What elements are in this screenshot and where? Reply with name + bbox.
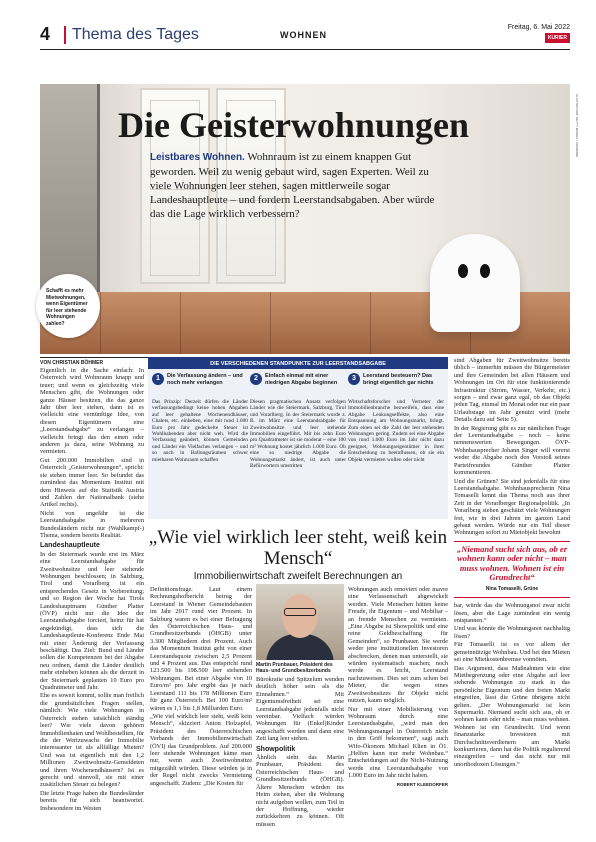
lead-paragraph: [150, 150, 440, 221]
standpoint-3: [348, 373, 444, 463]
standpoint-body: Wirtschaftsforscher und Vertreter der Immobilienbranche bezweifeln, dass eine Abgabe Lenkungseffekte, also eine Entspannung am Wohnungsmarkt, bringt. Zum einen sei die Zahl der leer stehenden Wohnungen gering. Zudem sei eine Abgabe von rund 1.000 Euro im Jahr nicht dazu geeignet, Wohnungseigentümer in ihrer Entscheidung zu beeinflussen, ob sie ein Objekt vermieten wollen oder nicht: [348, 399, 444, 463]
paragraph: Gut 200.000 Immobilien sind in Österreich „Geisterwohnungen“, spricht: sie stehen immer leer. So befundet das zumindest das Momentum Institut mit dem Hinweis auf die Statistik Austria und Zahlen der Nationalbank (siehe Artikel rechts).: [40, 456, 144, 509]
lead-text: Wohnraum ist zu einem knappen Gut geworden. Weil zu wenig gebaut wird, sagen Experten. Weil zu viele Wohnungen leer stehen, sagen mittlerweile sogar Landeshauptleute – und fordern Leerstandsabgaben. Aber würde das die Lage wirklich verbessern?: [150, 151, 435, 220]
pull-quote: [454, 541, 570, 599]
interview-headline: „Wie viel wirklich leer steht, weiß kein Mensch“: [148, 527, 448, 569]
paragraph: Und die Grünen? Sie sind jedenfalls für eine Leerstandsabgabe. Wohnbausprecherin Nina Tomaselli kennt das Thema noch aus ihrer Zeit in der Vorarlberger Regionalpolitik. „In Vorarlberg stehen geschätzt viele Wohnungen frei, wie in drei Jahren im ganzen Land gebaut werden. Würde nur ein Teil dieser Wohnungen sofort zu Mietobjekt bewohnt: [454, 477, 570, 537]
box-header: DIE VERSCHIEDENEN STANDPUNKTE ZUR LEERSTANDSABGABE: [148, 359, 448, 369]
paragraph: Bürokratie und Spitzelum wenden deutlich höher sein als die Einnahmen.“ Mit Eigentumsfreiheit sei eine Leerstandsabgabe jedenfalls nicht vereinbar. Vielfach würden Wohnungen für (Enkel)Kinder angeschafft werden und dann eine Zeit lang leer stehen.: [256, 676, 344, 743]
paragraph: Nur mit einer Mobilisierung von Wohnraum durch eine Leerstandsabgabe, „wird man den Wohnungsmangel in Österreich nicht in den Griff bekommen“, sagt auch Wifo-Ökonom Michael Klien in Ö1. „Helfen kann nur mehr Wohnbau.“ Entscheidungen auf die Nicht-Nutzung werde eine Leerstandsabgabe von 1.000 Euro im Jahr nicht haben.: [348, 705, 448, 780]
article-column-4: [348, 586, 448, 836]
headline: Die Geisterwohnungen: [118, 105, 469, 145]
paragraph: In der Regierung gibt es zur nämlichen Frage der Leerstandsabgabe – noch – keine nennenswerten Bewegungen. ÖVP-Wohnbausprecher Johann Singer will vorerst weder die Abgabe noch den Vorstoß seines Parteifreundes Günther Platter kommentieren.: [454, 424, 570, 477]
number-badge: 3: [348, 373, 360, 385]
article-column-right: [454, 357, 570, 837]
paragraph: Definitionsfrage. Laut einem Rechnungshofbericht betrug der Leerstand in Wiener Gemeindebauten im Jahr 2017 rund vier Prozent. In Salzburg waren es bei einer Befragung des Österreichischen Haus- und Grundbesitzerbunds (ÖHGB) unter 3.300 Mitgliedern drei Prozent. Auch das Momentum Institut geht von einer Leerstandsquote zwischen 2,5 Prozent und 4 Prozent aus. Das entspricht rund 123.500 bis 198.500 leer stehenden Wohnungen. Bei einer Abgabe von 10 Euro/m² pro Jahr ergibt das je nach Leerstand 111 bis 178 Millionen Euro für ganz Österreich. Bei 100 Euro/m² wären es 1,1 bis 1,8 Milliarden Euro.: [150, 586, 252, 712]
archway-image: [40, 84, 100, 304]
article-column-1: [40, 367, 144, 835]
section-title: Thema des Tages: [64, 26, 199, 44]
standpoint-2: [250, 373, 346, 469]
paragraph: Wohnungen auch renoviert oder mavre eine Verlassenschaft abgewickelt werden. Viele Menschen hätten keine Freude, ihr Eigentum – und Mobiliar – an fremde Menschen zu vermieten. „Eine Abgabe ist Showpolitik und eine reine Geldbeschaffung für Gemeinden“, so Prunbauer. Sie werde weder jene institutionellen Investoren abschrecken, denen man unterstellt, sie würden systematisch machen; noch werde es leicht, Leerstand nachzuweisen. Dies sei zum schon bei Mieter, die wegen eines Zweitwohnsitzes ihr Objekt nicht nutzen, kaum möglich.: [348, 586, 448, 705]
paragraph: Ehe es soweit kommt, sollte man freilich die grundsätzlichen Fragen stellen, nämlich: Wie viele Wohnungen in Österreich stehen tatsächlich ständig leer? Wie viele davon gehören Immobilienhaien und Wohlbestellten, für die der Wertzuwachs der Immobilie interessanter ist als allfällige Mieten? Und was ist eigentlich mit den 1,2 Millionen Zweitwohnsitz-Gemeldeten und ihren Wochenendhäusern? Ist es gerecht und sinnvoll, sie mit einer zusätzlichen Steuer zu belegen?: [40, 692, 144, 789]
article-author: ROBERT KLEEDORFER: [396, 781, 448, 787]
ghost-figure-icon: [430, 234, 520, 332]
standpoints-box: [148, 357, 448, 519]
paragraph: Und was könnte die Wohnungsnot nachhaltig lösen?: [454, 625, 570, 640]
photo-credit: ILLUSTRATION: GETTY IMAGES / SOMEONE: [575, 94, 579, 158]
paragraph: „Wie viel wirklich leer steht, weiß kein Mensch“, skizziert Anton Holzapfel, Präsident des Österreichischen Verbands der Immobilienwirtschaft (ÖVI) das Grundproblem. Auf 200.000 leer stehende Wohnungen käme man nur, wenn auch Zweitwohnsitze mitgezählt würden. Diese würden ja in der Regel nicht zwecks Vermietung angeschafft. Zudem: „Die Kosten für: [150, 712, 252, 787]
paragraph: Die letzte Frage haben die Bundesländer bereits für sich beantwortet. Insbesondere im Westen: [40, 789, 144, 812]
number-badge: 1: [152, 373, 164, 385]
standpoint-title: Leerstand besteuern? Das bringt eigentlich gar nichts: [363, 373, 434, 386]
pull-quote-text: „Niemand sucht sich aus, ob er wohnen kann oder nicht – man muss wohnen. Wohnen ist ein Grundrecht“: [456, 543, 568, 583]
subheading: Landeshauptleute: [40, 542, 100, 550]
paragraph: Für Tomaselli ist es vor allem der gemeinnützige Wohnbau. Und bei den Mieten sei eine Mietkostenbremse vonnöten.: [454, 641, 570, 664]
standpoint-body: Das Prinzip: Derzeit dürfen die Länder verfassungsbedingt keine hohen Abgaben auf leer gehaltene Wochenendhäuser, Chalets, etc. einheben, eine mit rund 1.000 Euro pro Jahr gedeckelte Steuer ist Wohlhabenden aber nicht weh. Wird die Verfassung geändert, können Gemeinden und Länder ein Vielfaches verlangen – und so auch in Ballungsräumen schwer mietbaren Wohnraum schaffen: [152, 399, 248, 463]
portrait-photo: [256, 584, 344, 660]
portrait-caption: Martin Prunbauer, Präsident des Haus- und Grundbesitzerbunds: [256, 662, 333, 674]
issue-date: Freitag, 6. Mai 2022: [507, 24, 570, 31]
paragraph: Nicht von ungefähr ist die Leerstandsabgabe in mehreren Bundesländern nicht nur (Wahlkampf-) Thema, sondern bereits Realität.: [40, 509, 144, 539]
page-number: 4: [40, 24, 51, 44]
pull-quote-author: Nina Tomaselli, Grüne: [485, 585, 539, 592]
paragraph: sind Abgaben für Zweitwohnsitze bereits üblich – immerhin müssen die Bürgermeister und ihre Gemeinden bei allen Häusern und Wohnungen im Ort für eine funktionierende Infrastruktur (Strom, Wasser, Verkehr, etc.) sorgen – und zwar ganz egal, ob das Objekt jeden Tag, einmal im Monat oder nur ein paar Urlaubstage im Jahr genutzt wird (mehr Details dazu auf Seite 5).: [454, 357, 570, 424]
paragraph: Das Argument, dass Maßnahmen wie eine Mietbegrenzung oder eine Abgabe auf leer stehende Wohnungen zu stark in das persönliche Eigentum und den freien Markt eingreifen, lässt die Grüne übrigens nicht gelten. „Der Wohnungsmarkt ist kein Supermarkt. Niemand sucht sich aus, ob er wohnen kann oder nicht – man muss wohnen. Wohnen ist ein Grundrecht. Und wenn finanzstarke Investoren mit Durchschnittsverdienern am Markt konkurrieren, dann hat die Politik regulierend einzugreifen – und das nicht nur mit unorthodoxen Lösungen.“: [454, 664, 570, 768]
author-byline: VON CHRISTIAN BÖHMER: [40, 357, 148, 366]
photo-caption-bubble: Schafft es mehr Mietwohnungen, wenn Eigentümer für leer stehende Wohnungen zahlen?: [36, 274, 100, 338]
interview-subtitle: Immobilienwirtschaft zweifelt Berechnungen an: [193, 571, 403, 582]
portrait-head: [282, 594, 318, 638]
paragraph: bar, würde das die Wohnungsnot zwar nicht lösen, aber die Lage zumindest ein wenig entspannen.“: [454, 602, 570, 625]
article-column-2: [150, 586, 252, 836]
paragraph: Ähnlich sieht das Martin Prunbauer, Präsident des Österreichischen Haus- und Grundbesitzerbunds (ÖHGB). Ältere Menschen würden ins Heim ziehen, aber die Wohnung nicht aufgeben wollen, zum Teil in der Hoffnung, wieder zurückkehren zu können. Oft müssen: [256, 754, 344, 828]
standpoint-title: Die Verfassung ändern – und noch mehr verlangen: [167, 373, 243, 386]
date-block: [508, 23, 570, 43]
glasses-icon: [284, 608, 316, 616]
lead-kicker: Leistbares Wohnen.: [150, 152, 245, 163]
standpoint-title: Einfach einmal mit einer niedrigen Abgabe beginnen: [265, 373, 338, 386]
standpoint-body: Diesen pragmatischen Ansatz verfolgen Länder wie die Steiermark, Salzburg, Tirol und Vorarlberg. In der Steiermark wurde z. B. im März eine Leerstandsabgabe für Zweitwohnsitze und leer stehende Immobilien eingeführt. Mit bis zehn Euro pro Quadratmeter ist sie moderat – eine 100 m² Wohnung kostet jährlich 1.000 Euro. Ob eine so niedrige Abgabe die Wohnungsmarkt ändert, ist auch unter Befürwortern umstritten: [250, 399, 346, 470]
subheading: Showpolitik: [256, 745, 296, 753]
number-badge: 2: [250, 373, 262, 385]
paragraph: In der Steiermark wurde erst im März eine Leerstandsabgabe für Zweitwohnsitze und leer stehende Wohnungen beschlossen; in Salzburg, Tirol und Vorarlberg ist ein entsprechendes Gesetz in Vorbereitung; und so Region der Woche hat Tirols Landeshauptmann Günther Platter (ÖVP) nicht nur die Idee der Leerstandsabgabe forciert, heinz für hat angekündigt, dass sich die Landeshauptleute-Konferenz Ende Mai mit einer Änderung der Verfassung beschäftigt. Das Ziel: Bund und Länder sollen die Kompetenzen bei der Abgabe neu ordnen, damit die Länder deutlich mehr einheben können als die derzeit in der Steiermark geplanten 10 Euro pro Quadratmeter und Jahr.: [40, 550, 144, 692]
brand-badge: KURIER: [545, 33, 570, 43]
paragraph: Eigentlich in die Sache einfach: In Österreich wird Wohnraum knapp und teuer; und wenn es gleichzeitig viele Menschen gibt, die Wohnungen oder ganze Häuser besitzen, die das ganze Jahr über leer stehen, dann ist es vielleicht eine vernünftige Idee, von diesen Eigentümern eine „Leerstandsabgabe“ zu verlangen – vielleicht bringt das den einen oder anderen ja dazu, seine Wohnung zu vermieten.: [40, 367, 144, 456]
standpoint-1: [152, 373, 248, 463]
article-column-3: [256, 676, 344, 836]
page-header: [40, 22, 570, 50]
rubric-label: WOHNEN: [280, 30, 327, 40]
